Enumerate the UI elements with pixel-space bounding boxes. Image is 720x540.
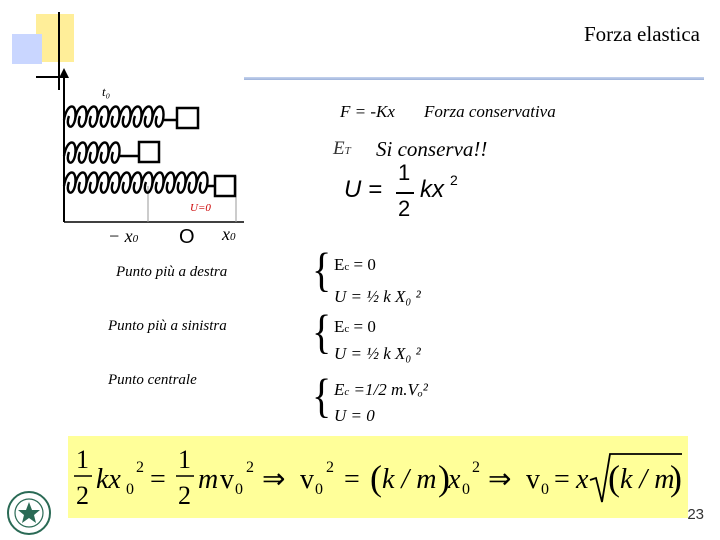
spring-3: [64, 173, 215, 193]
decorative-blue-block: [12, 34, 42, 64]
svg-text:x: x: [448, 464, 461, 495]
force-type: Forza conservativa: [424, 102, 556, 121]
svg-text:=: =: [150, 464, 166, 495]
svg-text:2: 2: [246, 459, 254, 476]
svg-text:): ): [670, 458, 682, 498]
potential-lhs: U =: [344, 176, 383, 203]
origin-label: O: [179, 226, 195, 248]
svg-text:v: v: [220, 464, 234, 495]
svg-text:x: x: [576, 464, 589, 495]
svg-text:k / m: k / m: [382, 464, 437, 495]
svg-text:=: =: [344, 464, 360, 495]
mass-block-2: [139, 142, 159, 162]
svg-text:=: =: [554, 464, 570, 495]
svg-text:1: 1: [76, 445, 89, 474]
svg-text:0: 0: [235, 481, 243, 498]
svg-text:v: v: [526, 464, 540, 495]
fraction-bar: [396, 192, 414, 194]
t0-label: t₀: [102, 84, 111, 99]
svg-text:⇒: ⇒: [262, 464, 286, 495]
title-underline: [244, 77, 704, 80]
brace-2: {: [312, 304, 332, 359]
potential-num: 1: [398, 160, 411, 185]
spring-1: [64, 107, 177, 127]
case-label-right: Punto più a destra: [116, 264, 228, 280]
spring-2: [64, 143, 139, 163]
brace-3: {: [312, 368, 332, 423]
svg-text:): ): [438, 458, 450, 498]
svg-text:0: 0: [315, 481, 323, 498]
mass-block-3: [215, 176, 235, 196]
axis-arrow-icon: [59, 68, 69, 78]
case-1-line-2: U = ½ k X₀ ²: [334, 287, 421, 306]
svg-text:kx: kx: [96, 464, 121, 495]
svg-text:2: 2: [178, 481, 191, 510]
minus-x0-label: − x0: [108, 226, 139, 246]
slide-title: Forza elastica: [583, 22, 700, 46]
force-formula: F = -Kx: [340, 102, 395, 121]
svg-text:0: 0: [126, 481, 134, 498]
x0-label: x0: [222, 224, 236, 244]
svg-text:2: 2: [136, 459, 144, 476]
svg-text:(: (: [370, 458, 382, 498]
case-2-line-2: U = ½ k X₀ ²: [334, 344, 421, 363]
case-3-line-1: Ec =1/2 m.Vₒ²: [334, 380, 428, 399]
svg-text:0: 0: [462, 481, 470, 498]
case-2-line-1: Ec = 0: [334, 317, 376, 336]
potential-den: 2: [398, 196, 411, 221]
potential-exp: 2: [450, 172, 458, 188]
velocity-derivation-box: [68, 436, 688, 518]
case-label-left: Punto più a sinistra: [108, 318, 227, 334]
svg-text:m: m: [198, 464, 219, 495]
spring-diagram: [40, 66, 246, 246]
u0-label: U=0: [190, 202, 211, 214]
svg-text:2: 2: [326, 459, 334, 476]
case-3-line-2: U = 0: [334, 406, 375, 425]
svg-text:2: 2: [472, 459, 480, 476]
svg-text:v: v: [300, 464, 314, 495]
mass-block-1: [177, 108, 198, 128]
svg-text:⇒: ⇒: [488, 464, 512, 495]
conserves-text: Si conserva!!: [376, 137, 488, 161]
case-label-center: Punto centrale: [108, 372, 197, 388]
brace-1: {: [312, 242, 332, 297]
total-energy-symbol: ET: [333, 138, 351, 159]
potential-rhs: kx: [420, 176, 444, 203]
potential-energy-formula: [340, 160, 470, 228]
case-1-line-1: Ec = 0: [334, 255, 376, 274]
page-number: 23: [687, 506, 704, 523]
svg-text:0: 0: [541, 481, 549, 498]
velocity-derivation-formula: [68, 436, 688, 518]
svg-text:1: 1: [178, 445, 191, 474]
svg-text:2: 2: [76, 481, 89, 510]
svg-text:(: (: [608, 458, 620, 498]
svg-text:k / m: k / m: [620, 464, 675, 495]
university-logo-icon: [6, 490, 52, 536]
